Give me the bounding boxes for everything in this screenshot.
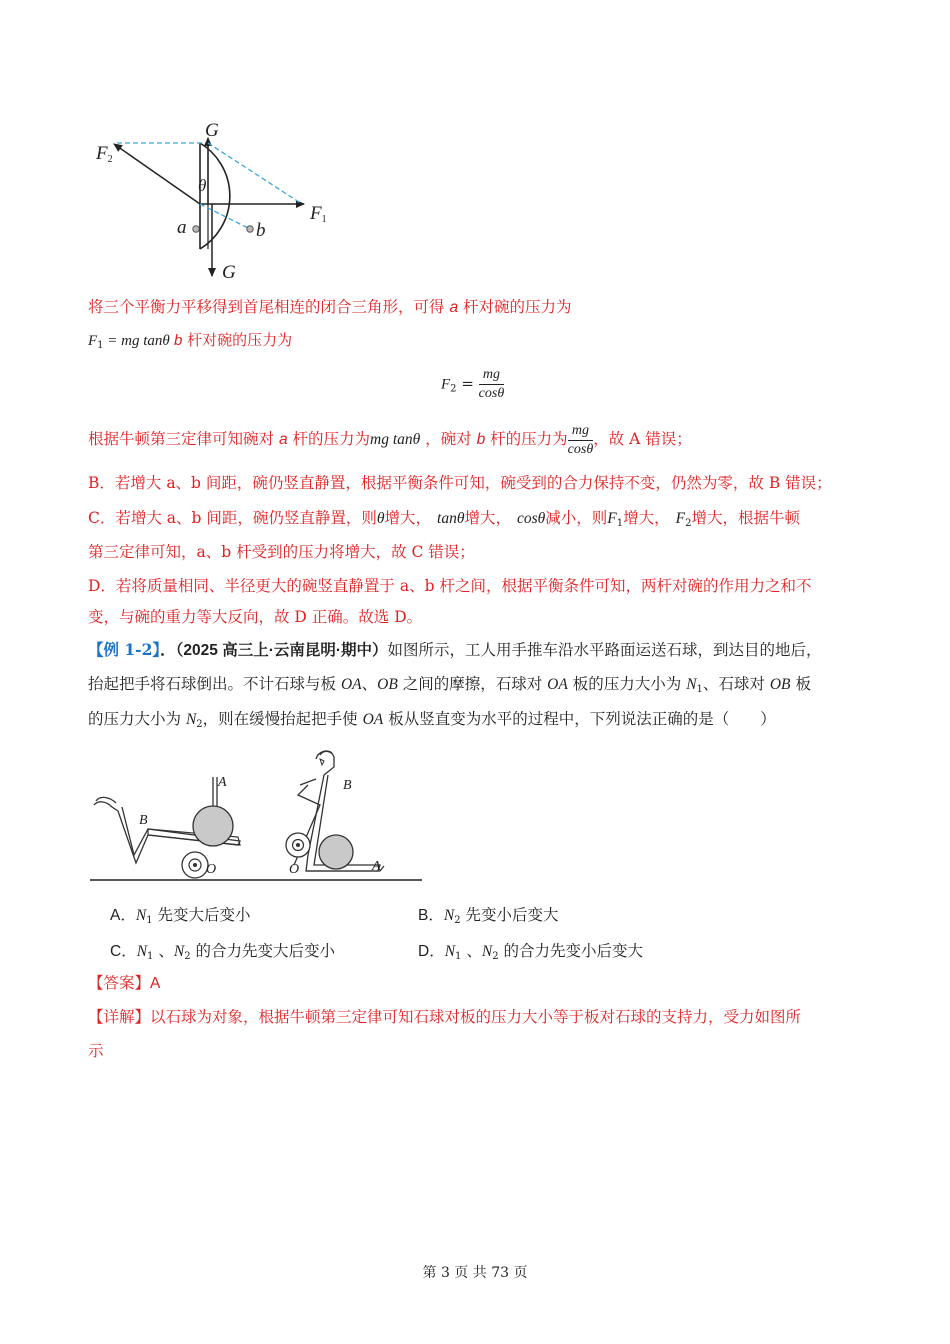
- detail-line-2: 示: [88, 1042, 104, 1060]
- label-B1: B: [139, 813, 148, 828]
- solution-option-B: B．若增大 a、b 间距，碗仍竖直静置，根据平衡条件可知，碗受到的合力保持不变，仍然为零，故 B 错误；: [88, 474, 832, 492]
- option-C[interactable]: C．$N_1$ 、$N_2$ 的合力先变大后变小: [110, 942, 336, 962]
- label-B2: B: [343, 778, 352, 793]
- detail-line-1: 【详解】以石球为对象，根据牛顿第三定律可知石球对板的压力大小等于板对石球的支持力，受力如图所: [88, 1008, 802, 1026]
- label-b: b: [256, 220, 266, 241]
- label-G-top: G: [205, 120, 219, 141]
- label-A1: A: [218, 775, 227, 790]
- stone-ball-2: [319, 835, 353, 869]
- solution-line-2: $F_1$ = mg tanθ b 杆对碗的压力为: [88, 331, 293, 351]
- label-A2: A: [372, 859, 381, 874]
- arrow-F2: [114, 144, 200, 204]
- solution-option-C-1: C．若增大 a、b 间距，碗仍竖直静置，则θ增大， tanθ增大， cosθ减小，则$F_1$增大， $F_2$增大，根据牛顿: [88, 509, 800, 529]
- solution-line-4: 根据牛顿第三定律可知碗对 a 杆的压力为mg tanθ ，碗对 b 杆的压力为 $\frac{mg}{\cos\theta}$ ，故 A 错误；: [88, 422, 692, 457]
- label-F2: $F_2$: [96, 143, 113, 165]
- label-O1: O: [206, 862, 217, 877]
- force-diagram: [92, 118, 342, 288]
- option-D[interactable]: D．$N_1$ 、$N_2$ 的合力先变小后变大: [418, 942, 644, 962]
- page-footer: 第 3 页 共 73 页: [422, 1265, 528, 1281]
- option-A[interactable]: A．$N_1$ 先变大后变小: [110, 906, 251, 926]
- label-theta: θ: [198, 176, 207, 195]
- example-source: ．（2025 高三上·云南昆明·期中）: [160, 642, 388, 659]
- example-line-2: 抬起把手将石球倒出。不计石球与板 OA、OB 之间的摩擦，石球对 OA 板的压力大小为 $N_1$、石球对 OB 板: [88, 675, 811, 695]
- point-a: [193, 226, 199, 232]
- bowl-arc: [200, 143, 230, 249]
- example-line-3: 的压力大小为 $N_2$，则在缓慢抬起把手使 OA 板从竖直变为水平的过程中，下列说法正确的是（ ）: [88, 710, 776, 730]
- solution-option-C-2: 第三定律可知，a、b 杆受到的压力将增大，故 C 错误；: [88, 543, 475, 561]
- answer-tag: 【答案】: [88, 974, 151, 992]
- example-tag: 【例 1-2】: [88, 640, 161, 659]
- label-G-bottom: G: [222, 262, 236, 283]
- answer: [88, 972, 160, 995]
- option-B[interactable]: B．$N_2$ 先变小后变大: [418, 906, 559, 926]
- answer-value: A: [150, 975, 161, 992]
- solution-option-D-2: 变，与碗的重力等大反向，故 D 正确。故选 D。: [88, 608, 423, 626]
- example-header: 【例 1-2】．（2025 高三上·云南昆明·期中）如图所示，工人用手推车沿水平路面运送石球，到达目的地后，: [88, 640, 822, 659]
- solution-line-1: 将三个平衡力平移得到首尾相连的闭合三角形，可得 a 杆对碗的压力为: [88, 298, 572, 316]
- equation-F2: $F_2$ = $\frac{mg}{\cos\theta}$: [441, 367, 505, 401]
- point-b: [247, 226, 253, 232]
- stone-ball-1: [193, 806, 233, 846]
- solution-option-D-1: D．若将质量相同、半径更大的碗竖直静置于 a、b 杆之间，根据平衡条件可知，两杆对碗的作用力之和不: [88, 577, 812, 595]
- label-O2: O: [289, 862, 300, 877]
- label-a: a: [177, 217, 187, 238]
- label-F1: $F_1$: [310, 203, 327, 225]
